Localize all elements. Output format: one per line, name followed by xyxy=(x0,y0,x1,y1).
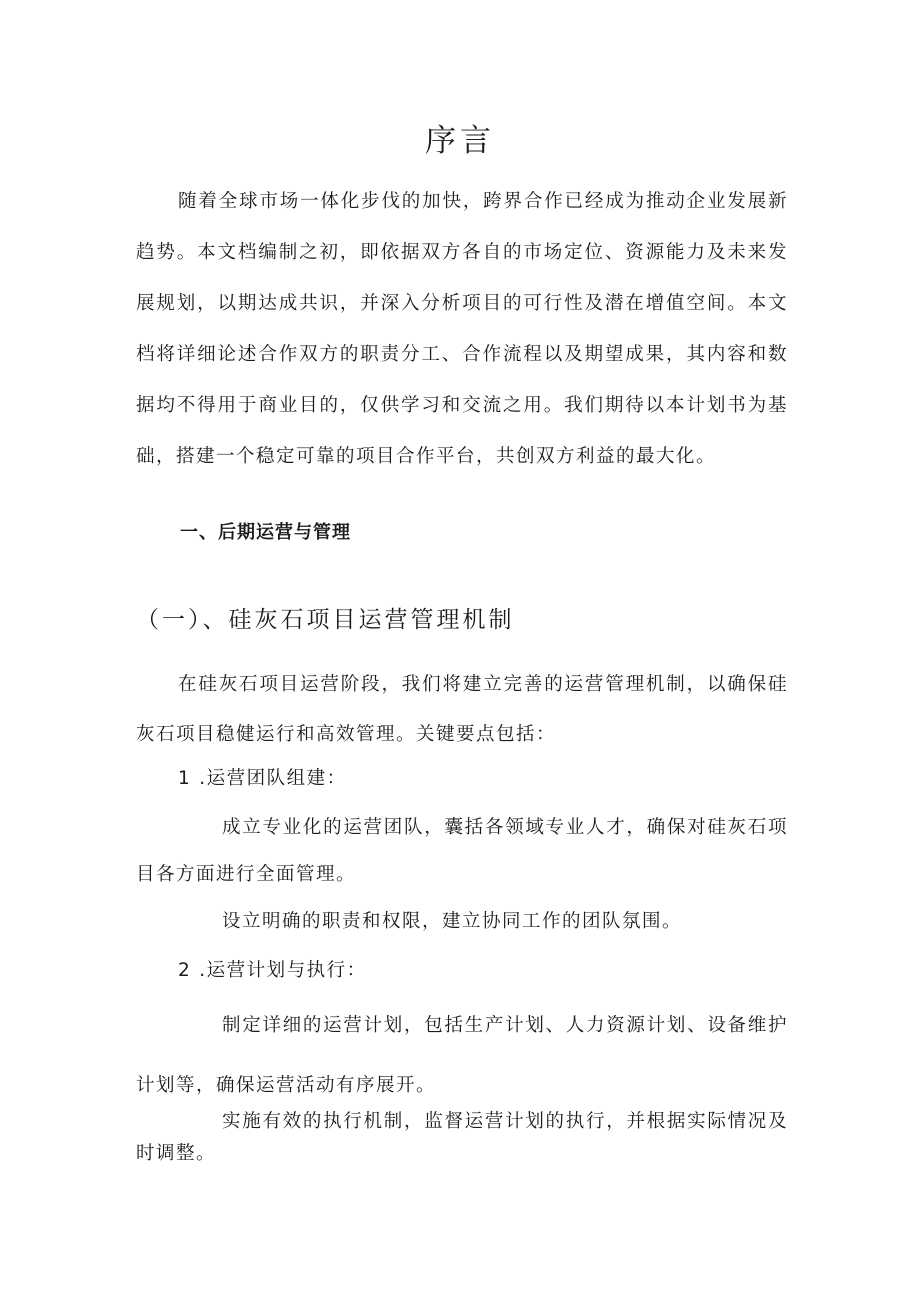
item-number: 2 xyxy=(178,960,192,981)
list-item-heading xyxy=(178,956,367,986)
item-point: 制定详细的运营计划，包括生产计划、人力资源计划、设备维护计划等，确保运营活动有序展开。 xyxy=(136,1015,788,1096)
subsection-heading: （一）、硅灰石项目运营管理机制 xyxy=(136,607,515,633)
subsection-intro: 在硅灰石项目运营阶段，我们将建立完善的运营管理机制，以确保硅灰石项目稳健运行和高效管理。关键要点包括： xyxy=(136,674,788,745)
item-point: 实施有效的执行机制，监督运营计划的执行，并根据实际情况及时调整。 xyxy=(136,1111,788,1164)
section-heading: 一、后期运营与管理 xyxy=(180,522,351,543)
page-title: 序言 xyxy=(425,123,495,159)
preface-paragraph: 随着全球市场一体化步伐的加快，跨界合作已经成为推动企业发展新趋势。本文档编制之初，即依据双方各自的市场定位、资源能力及未来发展规划，以期达成共识，并深入分析项目的可行性及潜在增值空间。本文档将详细论述合作双方的职责分工、合作流程以及期望成果，其内容和数据均不得用于商业目的，仅供学习和交流之用。我们期待以本计划书为基础，搭建一个稳定可靠的项目合作平台，共创双方利益的最大化。 xyxy=(136,191,788,467)
item-label: .运营团队组建： xyxy=(199,768,347,789)
list-item-heading xyxy=(178,764,347,794)
item-label: .运营计划与执行： xyxy=(199,960,367,981)
item-point: 成立专业化的运营团队，囊括各领域专业人才，确保对硅灰石项目各方面进行全面管理。 xyxy=(136,817,788,885)
item-number: 1 xyxy=(178,768,192,789)
item-point: 设立明确的职责和权限，建立协同工作的团队氛围。 xyxy=(222,911,683,932)
